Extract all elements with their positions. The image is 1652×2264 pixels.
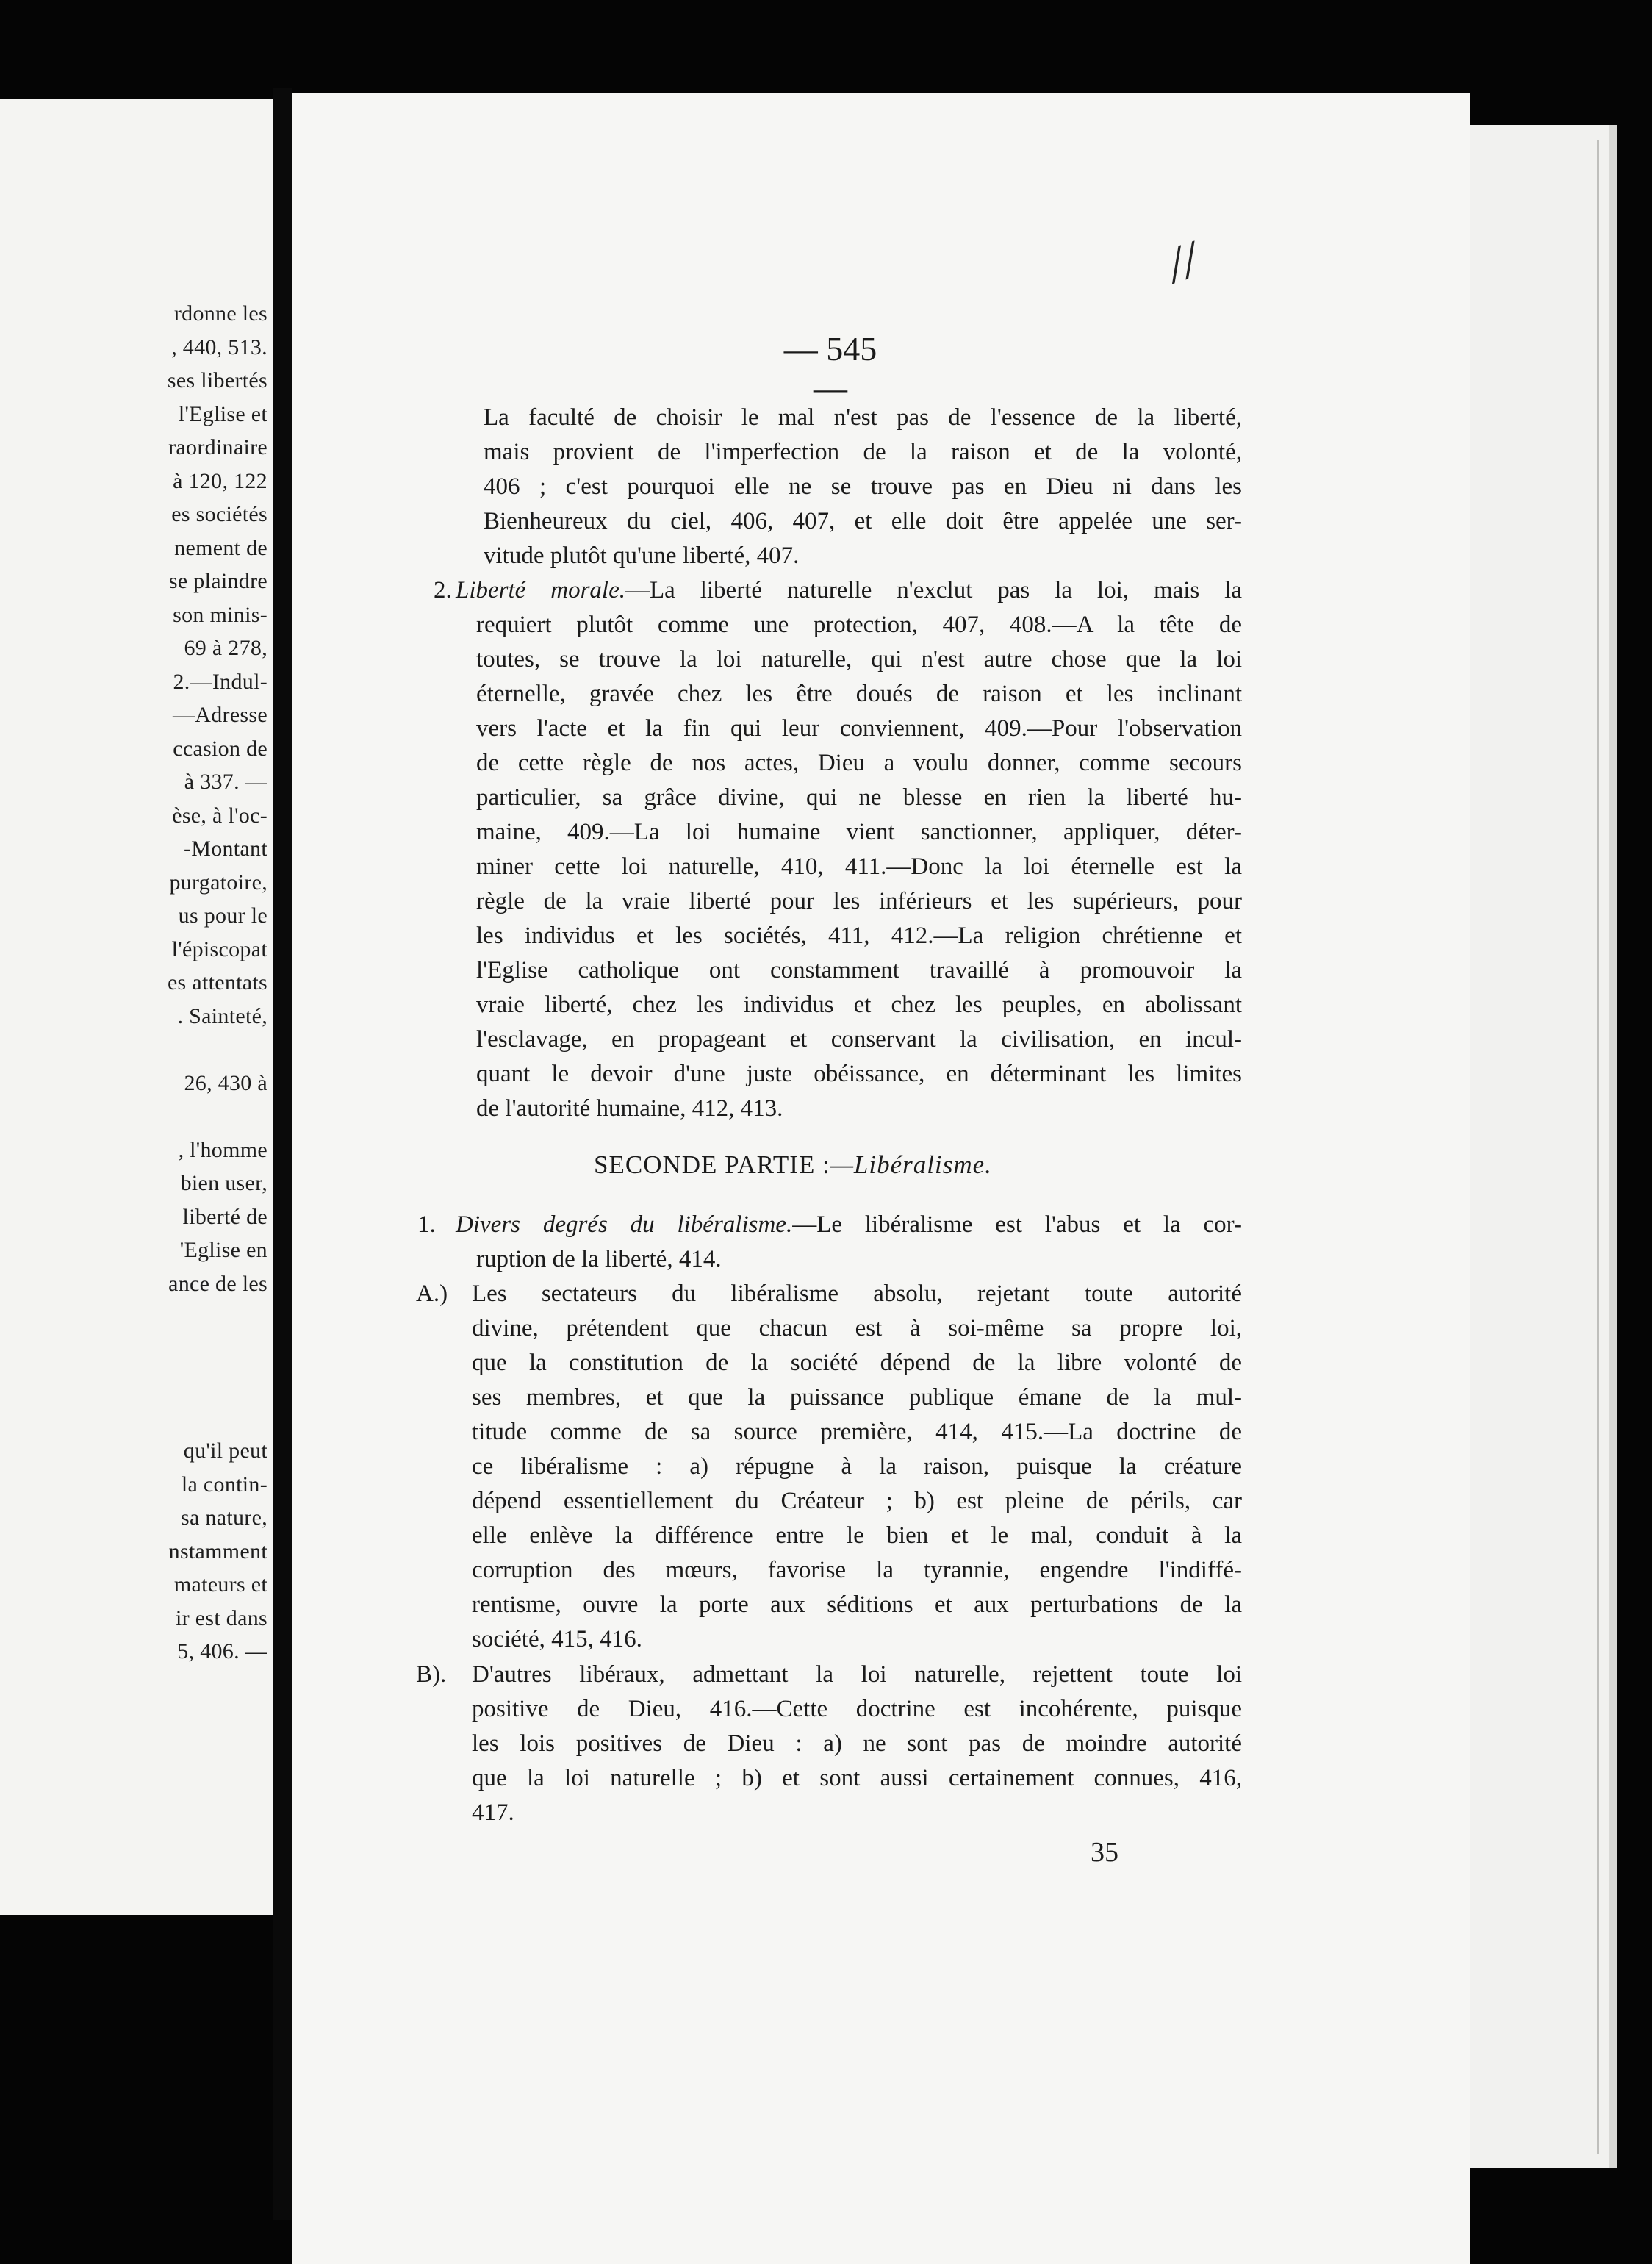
text-line: 406 ; c'est pourquoi elle ne se trouve pas en Dieu ni dans les xyxy=(484,473,1242,500)
left-page-line: se plaindre xyxy=(168,569,267,593)
left-page-line: 2.—Indul- xyxy=(173,669,267,694)
text-line: ruption de la liberté, 414. xyxy=(476,1246,722,1272)
text-line: que la loi naturelle ; b) et sont aussi certainement connues, 416, xyxy=(472,1765,1242,1791)
left-page-line: à 337. — xyxy=(184,770,267,794)
section-heading xyxy=(594,1150,992,1180)
text-line: particulier, sa grâce divine, qui ne blesse en rien la liberté hu- xyxy=(476,784,1242,811)
item-2-first-line xyxy=(456,577,1242,604)
text-line: vitude plutôt qu'une liberté, 407. xyxy=(484,542,800,569)
text-line: positive de Dieu, 416.—Cette doctrine est incohérente, puisque xyxy=(472,1696,1242,1722)
left-page-line: à 120, 122 xyxy=(173,468,267,493)
left-page-line: nstamment xyxy=(168,1538,267,1563)
left-page-line: bien user, xyxy=(180,1171,267,1195)
text-line: elle enlève la différence entre le bien et le mal, conduit à la xyxy=(472,1522,1242,1549)
item-number: A.) xyxy=(416,1280,448,1307)
left-page-line: es sociétés xyxy=(171,502,267,526)
left-page-line: raordinaire xyxy=(168,435,267,459)
left-page-line: . Sainteté, xyxy=(177,1003,267,1028)
text-line: l'Eglise catholique ont constamment travaillé à promouvoir la xyxy=(476,957,1242,984)
text-line: requiert plutôt comme une protection, 407, 408.—A la tête de xyxy=(476,612,1242,638)
left-page-line: 5, 406. — xyxy=(177,1639,267,1663)
left-page-line: ses libertés xyxy=(167,368,267,393)
item-1-first-line xyxy=(456,1211,1242,1239)
text-line: mais provient de l'imperfection de la raison et de la volonté, xyxy=(484,439,1242,465)
text-segment: —La liberté naturelle n'exclut pas la loi, mais la xyxy=(625,577,1242,603)
page-edge-strip xyxy=(1470,125,1617,2168)
text-line: 417. xyxy=(472,1799,514,1826)
text-line: de cette règle de nos actes, Dieu a voulu donner, comme secours xyxy=(476,750,1242,776)
item-number: B). xyxy=(416,1661,447,1688)
left-page-line: sa nature, xyxy=(181,1505,267,1530)
text-line: La faculté de choisir le mal n'est pas de l'essence de la liberté, xyxy=(484,404,1242,431)
left-page-line: l'Eglise et xyxy=(178,401,267,426)
text-line: éternelle, gravée chez les être doués de raison et les inclinant xyxy=(476,681,1242,707)
text-line: maine, 409.—La loi humaine vient sanctionner, appliquer, déter- xyxy=(476,819,1242,845)
text-line: règle de la vraie liberté pour les inférieurs et les supérieurs, pour xyxy=(476,888,1242,914)
left-page-line: 26, 430 à xyxy=(184,1070,267,1095)
signature-number: 35 xyxy=(1091,1837,1118,1868)
left-page-line: liberté de xyxy=(182,1204,267,1229)
pen-mark: // xyxy=(1160,231,1205,295)
left-page-line: —Adresse xyxy=(172,703,267,727)
left-page-line: la contin- xyxy=(181,1472,267,1497)
item-number: 1. xyxy=(417,1211,436,1238)
text-line: société, 415, 416. xyxy=(472,1626,642,1652)
text-line: D'autres libéraux, admettant la loi naturelle, rejettent toute loi xyxy=(472,1661,1242,1688)
left-page-line: mateurs et xyxy=(173,1572,267,1597)
left-page-line: ir est dans xyxy=(176,1605,267,1630)
text-line: vraie liberté, chez les individus et chez les peuples, en abolissant xyxy=(476,992,1242,1018)
left-page-line: , l'homme xyxy=(178,1137,267,1162)
text-line: de l'autorité humaine, 412, 413. xyxy=(476,1095,783,1122)
text-line: corruption des mœurs, favorise la tyrannie, engendre l'indiffé- xyxy=(472,1557,1242,1583)
text-line: dépend essentiellement du Créateur ; b) est pleine de périls, car xyxy=(472,1488,1242,1514)
left-page-line: , 440, 513. xyxy=(171,334,267,359)
left-page-line: 'Eglise en xyxy=(179,1238,267,1262)
left-page-line: rdonne les xyxy=(173,301,267,326)
text-segment: —Le libéralisme est l'abus et la cor- xyxy=(792,1211,1242,1238)
text-line: ses membres, et que la puissance publique émane de la mul- xyxy=(472,1384,1242,1411)
left-page-line: qu'il peut xyxy=(183,1439,267,1463)
left-page-line: ccasion de xyxy=(173,736,267,761)
text-line: l'esclavage, en propageant et conservant la civilisation, en incul- xyxy=(476,1026,1242,1053)
left-page-line: 69 à 278, xyxy=(184,636,267,660)
section-title: —Libéralisme. xyxy=(830,1150,992,1179)
left-page-line: -Montant xyxy=(183,837,267,861)
item-title: Liberté morale. xyxy=(456,577,625,603)
book-spine xyxy=(273,88,292,2220)
text-line: titude comme de sa source première, 414, 415.—La doctrine de xyxy=(472,1419,1242,1445)
text-line: divine, prétendent que chacun est à soi-même sa propre loi, xyxy=(472,1315,1242,1341)
text-line: quant le devoir d'une juste obéissance, en déterminant les limites xyxy=(476,1061,1242,1087)
left-page xyxy=(0,99,273,1915)
text-line: les individus et les sociétés, 411, 412.—La religion chrétienne et xyxy=(476,923,1242,949)
left-page-line: ance de les xyxy=(168,1271,267,1296)
item-number: 2. xyxy=(434,577,452,603)
left-page-line: son minis- xyxy=(173,602,267,627)
text-line: que la constitution de la société dépend de la libre volonté de xyxy=(472,1350,1242,1376)
text-line: rentisme, ouvre la porte aux séditions et aux perturbations de la xyxy=(472,1591,1242,1618)
text-line: vers l'acte et la fin qui leur conviennent, 409.—Pour l'observation xyxy=(476,715,1242,742)
text-line: Les sectateurs du libéralisme absolu, rejetant toute autorité xyxy=(472,1280,1242,1307)
left-page-line: us pour le xyxy=(178,903,267,928)
text-line: ce libéralisme : a) répugne à la raison, puisque la créature xyxy=(472,1453,1242,1480)
text-line: toutes, se trouve la loi naturelle, qui n'est autre chose que la loi xyxy=(476,646,1242,673)
item-title: Divers degrés du libéralisme. xyxy=(456,1211,793,1238)
page-number: — 545 — xyxy=(783,330,877,406)
left-page-line: èse, à l'oc- xyxy=(172,803,267,828)
left-page-line: l'épiscopat xyxy=(171,936,267,961)
left-page-line: nement de xyxy=(174,535,267,560)
left-page-line: purgatoire, xyxy=(169,870,267,895)
left-page-line: es attentats xyxy=(167,970,267,995)
section-label: SECONDE PARTIE : xyxy=(594,1150,830,1179)
text-line: miner cette loi naturelle, 410, 411.—Donc la loi éternelle est la xyxy=(476,853,1242,880)
text-line: les lois positives de Dieu : a) ne sont pas de moindre autorité xyxy=(472,1730,1242,1757)
text-line: Bienheureux du ciel, 406, 407, et elle doit être appelée une ser- xyxy=(484,508,1242,534)
